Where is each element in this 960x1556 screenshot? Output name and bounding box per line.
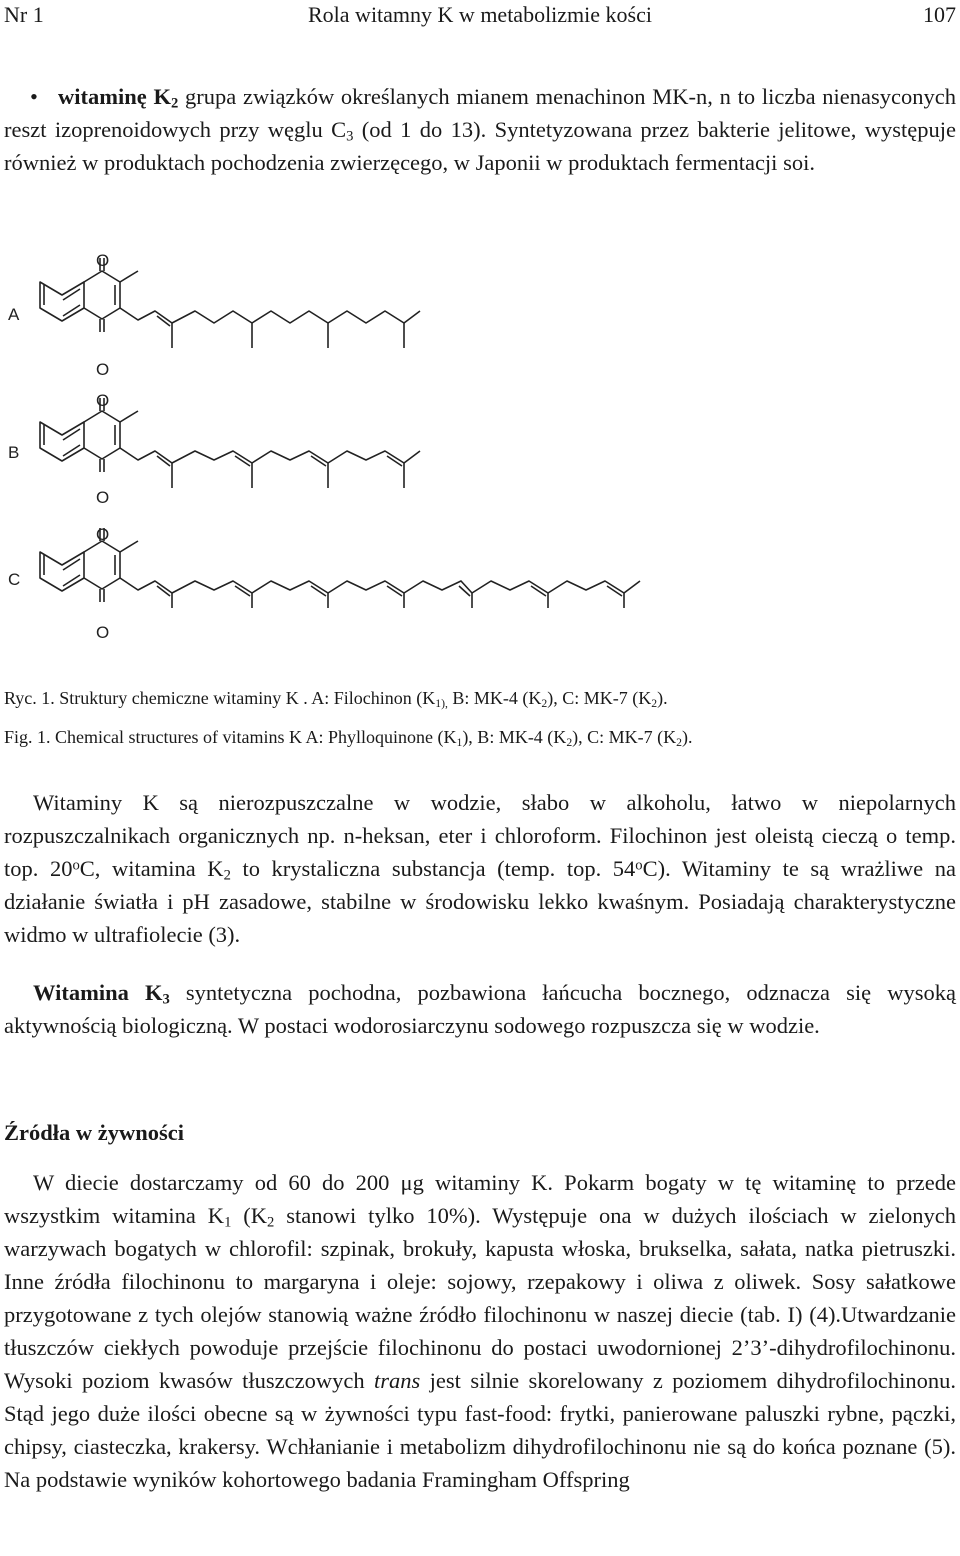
page-header bbox=[0, 0, 960, 32]
page-number: 107 bbox=[923, 2, 956, 27]
figure-caption-pl: Ryc. 1. Struktury chemiczne witaminy K . A: Filochinon ($K_{1),}$ B: MK-4 $(K_2)$, C: MK-7 $(K_2)$. bbox=[4, 688, 668, 710]
k3-term: Witamina $K_3$ bbox=[33, 980, 170, 1008]
figure-caption-en: Fig. 1. Chemical structures of vitamins K A: Phylloquinone $(K_1)$, B: MK-4 $(K_2)$, C: MK-7 $(K_2)$. bbox=[4, 727, 693, 749]
oxygen-a-top: O bbox=[96, 251, 110, 270]
journal-number: Nr 1 bbox=[4, 2, 44, 27]
oxygen-b-top: O bbox=[96, 391, 110, 410]
oxygen-c-bottom: O bbox=[96, 623, 110, 642]
structure-a bbox=[40, 258, 420, 348]
label-c: C bbox=[8, 570, 21, 589]
bullet-term: witaminę $K_2$ bbox=[58, 84, 179, 112]
paragraph-food-sources: W diecie dostarczamy od 60 do 200 μg witaminy K. Pokarm bogaty w tę witaminę to przede wszystkim witamina $K_1$ ($K_2$ stanowi tylko 10%). Występuje ona w dużych ilościach w zielonych warzywach bogatych w chlorofil: szpinak, brokuły, kapusta włoska, brukselka, sałata, natka pietruszki. Inne źródła filochinonu to margaryna i oleje: sojowy, rzepakowy i oliwa z oliwek. Sosy sałatkowe przygotowane z tych olejów stanowią ważne źródło filochinonu w naszej diecie (tab. I) (4).Utwardzanie tłuszczów ciekłych powoduje przejście filochinonu do postaci uwodornionej 2’3’-dihydrofilochinonu. Wysoki poziom kwasów tłuszczowych trans jest silnie skorelowany z poziomem dihydrofilochinonu. Stąd jego duże ilości obecne są w żywności typu fast-food: frytki, panierowane paluszki rybne, pączki, chipsy, ciasteczka, krakersy. Wchłanianie i metabolizm dihydrofilochinonu nie są do końca poznane (5). Na podstawie wyników kohortowego badania Framingham Offspring bbox=[4, 1170, 957, 1492]
paragraph-k3: Witamina $K_3$ syntetyczna pochodna, pozbawiona łańcucha bocznego, odznacza się wysoką aktywnością biologiczną. W postaci wodorosiarczynu sodowego rozpuszcza się w wodzie. bbox=[4, 980, 956, 1038]
section-heading: Źródła w żywności bbox=[4, 1120, 184, 1145]
bullet-paragraph: • witaminę $K_2$ grupa związków określanych mianem menachinon MK-n, n to liczba nienasyconych reszt izoprenoidowych przy węglu $C_3$ (od 1 do 13). Syntetyzowana przez bakterie jelitowe, występuje również w produktach pochodzenia zwierzęcego, w Japonii w produktach fermentacji soi. bbox=[4, 80, 956, 179]
label-a: A bbox=[8, 305, 20, 324]
structure-b bbox=[40, 398, 420, 488]
oxygen-c-top: O bbox=[96, 525, 110, 544]
structure-c bbox=[40, 528, 640, 608]
label-b: B bbox=[8, 443, 20, 462]
oxygen-a-bottom: O bbox=[96, 360, 110, 379]
bullet-dot-icon: • bbox=[30, 84, 38, 109]
vitamin-k-structures-figure bbox=[0, 240, 700, 660]
oxygen-b-bottom: O bbox=[96, 488, 110, 507]
running-title: Rola witamny K w metabolizmie kości bbox=[308, 2, 652, 27]
bullet-text: grupa związków określanych mianem menachinon MK-n, n to liczba nienasyconych reszt izoprenoidowych przy węglu C bbox=[4, 84, 956, 142]
paragraph-properties: Witaminy K są nierozpuszczalne w wodzie, słabo w alkoholu, łatwo w niepolarnych rozpuszczalnikach organicznych np. n-heksan, eter i chloroform. Filochinon jest oleistą cieczą o temp. top. 20$^o$C, witamina $K_2$ to krystaliczna substancja (temp. top. 54$^o$C). Witaminy te są wrażliwe na działanie światła i pH zasadowe, stabilne w środowisku lekko kwaśnym. Posiadają charakterystyczne widmo w ultrafiolecie (3). bbox=[4, 790, 956, 947]
